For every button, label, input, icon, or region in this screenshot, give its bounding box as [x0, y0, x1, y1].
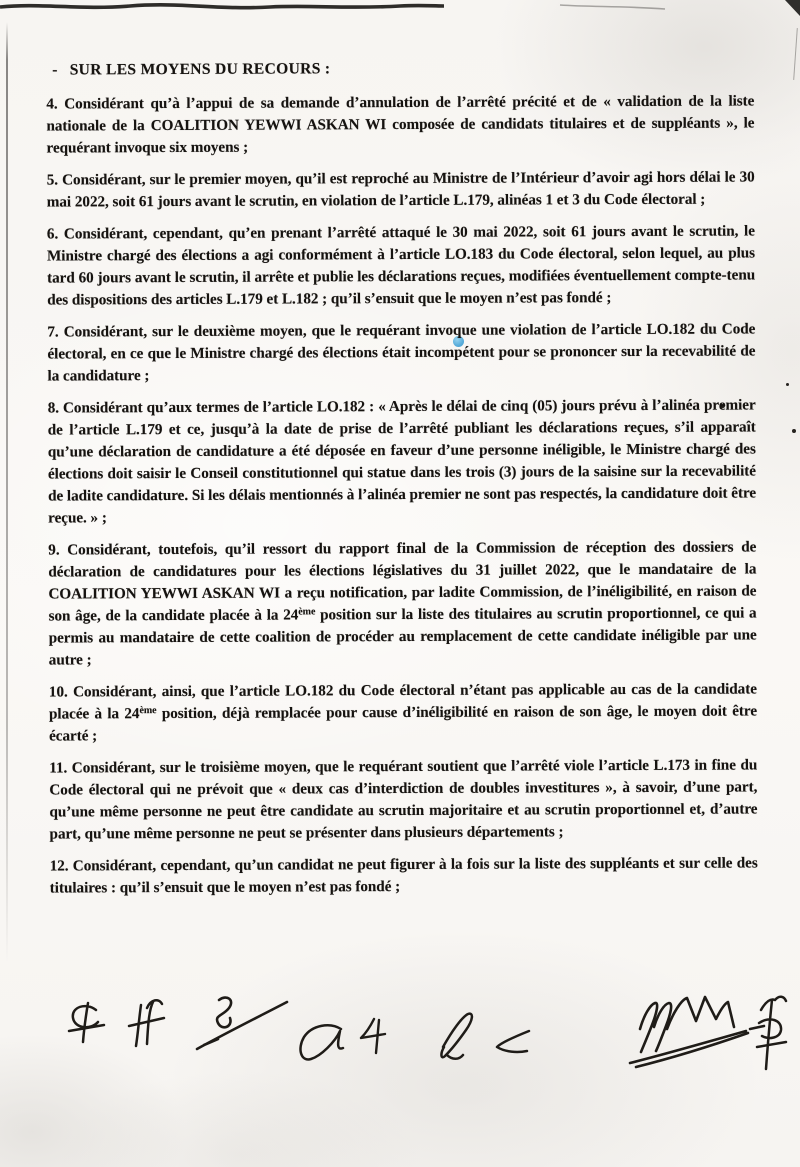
scan-corner-mark: [785, 0, 800, 16]
paragraph-11: 11. Considérant, sur le troisième moyen, que le requérant soutient que l’arrêté viole l’article L.173 in fine du Code électoral qui ne prévoit que « deux cas d’interdiction de doubles investitures », à savoir, d’une part, qu’une même personne ne peut être candidate au scrutin majoritaire et au scrutin proportionnel et, d’autre part, qu’une même personne ne peut se présenter dans plusieurs départements ;: [49, 756, 758, 843]
section-header: [52, 56, 754, 81]
paragraph-10-text-cont: position, déjà remplacée pour cause d’inéligibilité en raison de son âge, le moyen doit être écarté ;: [49, 702, 758, 745]
signature-2: [129, 1000, 164, 1046]
signature-7: [497, 1031, 529, 1052]
paragraph-10-text: 10. Considérant, ainsi, que l’article LO.182 du Code électoral n’étant pas applicable au cas de la candidate placée à la 24: [48, 680, 757, 723]
header-dash: -: [52, 61, 58, 79]
signature-6: [441, 1014, 471, 1059]
paragraph-9-text-cont: position sur la liste des titulaires au scrutin proportionnel, ce qui a permis au mandataire de cette coalition de procéder au remplacement de cette candidate inéligible par une autre ;: [48, 604, 757, 669]
signature-9: [757, 997, 786, 1069]
signature-4: [300, 1025, 343, 1059]
paragraph-5: 5. Considérant, sur le premier moyen, qu’il est reproché au Ministre de l’Intérieur d’avoir agi hors délai le 30 mai 2022, soit 61 jours avant le scrutin, en violation de l’article L.179, alinéas 1 et 3 du Code électoral ;: [46, 168, 755, 211]
paragraph-10: [49, 678, 757, 747]
ink-speck: [792, 429, 796, 433]
paragraph-8: 8. Considérant qu’aux termes de l’article LO.182 : « Après le délai de cinq (05) jours prévu à l’alinéa premier de l’article L.179 et ce, jusqu’à la date de prise de l’arrêté publiant les déclarations reçues, s’il apparaît qu’une déclaration de candidature a été déposée en faveur d’une personne inéligible, le Ministre chargé des élections doit saisir le Conseil constitutionnel qui statue dans les trois (3) jours de la saisine sur la recevabilité de ladite candidature. Si les délais mentionnés à l’alinéa premier ne sont pas respectés, la candidature doit être reçue. » ;: [47, 396, 757, 527]
paragraph-4: 4. Considérant qu’à l’appui de sa demande d’annulation de l’arrêté précité et de « validation de la liste nationale de la COALITION YEWWI ASKAN WI composée de candidats titulaires et de suppléants », le requérant invoque six moyens ;: [46, 92, 755, 157]
scan-right-edge-scratch: [793, 28, 798, 80]
ink-speck: [786, 383, 789, 386]
paragraph-10-ordinal-suffix: ème: [139, 705, 157, 717]
signatures-row: [0, 985, 800, 1105]
signature-8: [630, 997, 764, 1067]
signature-1: [69, 1003, 104, 1042]
document-body: [46, 56, 758, 909]
paragraph-9-text: 9. Considérant, toutefois, qu’il ressort du rapport final de la Commission de réception des dossiers de déclaration de candidatures pour les élections législatives du 31 juillet 2022, que le mandataire de la COALITION YEWWI ASKAN WI a reçu notification, par ladite Commission, de l’inéligibilité, en raison de son âge, de la candidate placée à la 24: [48, 538, 757, 625]
paragraph-9-ordinal-suffix: ème: [298, 606, 316, 618]
signature-3: [197, 998, 287, 1049]
paragraph-6: 6. Considérant, cependant, qu’en prenant l’arrêté attaqué le 30 mai 2022, soit 61 jours avant le scrutin, le Ministre chargé des élections a agi conformément à l’article LO.183 du Code électoral, selon lequel, au plus tard 60 jours avant le scrutin, il arrête et publie les déclarations reçues, modifiées éventuellement compte-tenu des dispositions des articles L.179 et L.182 ; qu’il s’ensuit que le moyen n’est pas fondé ;: [46, 222, 756, 309]
paragraph-12: 12. Considérant, cependant, qu’un candidat ne peut figurer à la fois sur la liste des suppléants et sur celle des titulaires : qu’il s’ensuit que le moyen n’est pas fondé ;: [49, 854, 758, 897]
section-title: SUR LES MOYENS DU RECOURS :: [69, 60, 331, 79]
scan-left-edge-line: [6, 22, 8, 962]
paragraph-7: 7. Considérant, sur le deuxième moyen, que le requérant invoque une violation de l’article LO.182 du Code électoral, en ce que le Ministre chargé des élections était incompétent pour se prononcer sur la recevabilité de la candidature ;: [47, 320, 756, 385]
paragraph-9: [48, 536, 757, 671]
scan-top-edge-line: [0, 0, 800, 20]
signature-5: [361, 1019, 385, 1053]
